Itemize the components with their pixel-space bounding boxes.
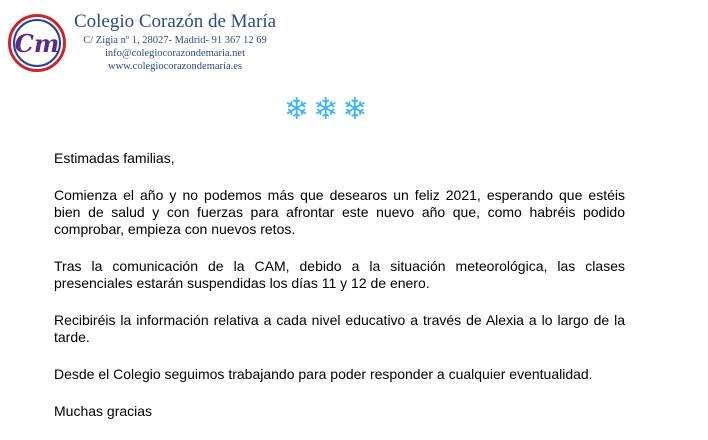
school-address: C/ Zigia nº 1, 28027- Madrid- 91 367 12 69	[83, 35, 267, 46]
letter-body	[54, 150, 625, 440]
paragraph: Recibiréis la información relativa a cada nivel educativo a través de Alexia a lo largo de la tarde.	[54, 312, 625, 345]
paragraph: Comienza el año y no podemos más que desearos un feliz 2021, esperando que estéis bien de salud y con fuerzas para afrontar este nuevo año que, como habréis podido comprobar, empieza con nuevos retos.	[54, 187, 625, 237]
snowflake-icon: ❄	[313, 92, 339, 127]
logo-monogram: Cm	[13, 19, 61, 67]
letterhead	[70, 10, 280, 73]
school-website: www.colegiocorazondemaria.es	[107, 61, 242, 72]
school-email: info@colegiocorazondemaria.net	[105, 48, 245, 59]
snowflake-icon: ❄	[342, 92, 368, 127]
paragraph: Desde el Colegio seguimos trabajando para poder responder a cualquier eventualidad.	[54, 366, 593, 382]
closing: Muchas gracias	[54, 403, 153, 419]
greeting: Estimadas familias,	[54, 150, 175, 166]
school-logo	[8, 14, 66, 72]
snowflake-decoration	[284, 92, 367, 128]
school-name: Colegio Corazón de María	[73, 11, 277, 32]
paragraph: Tras la comunicación de la CAM, debido a la situación meteorológica, las clases presenciales estarán suspendidas los días 11 y 12 de enero.	[54, 258, 625, 291]
snowflake-icon: ❄	[284, 92, 310, 127]
